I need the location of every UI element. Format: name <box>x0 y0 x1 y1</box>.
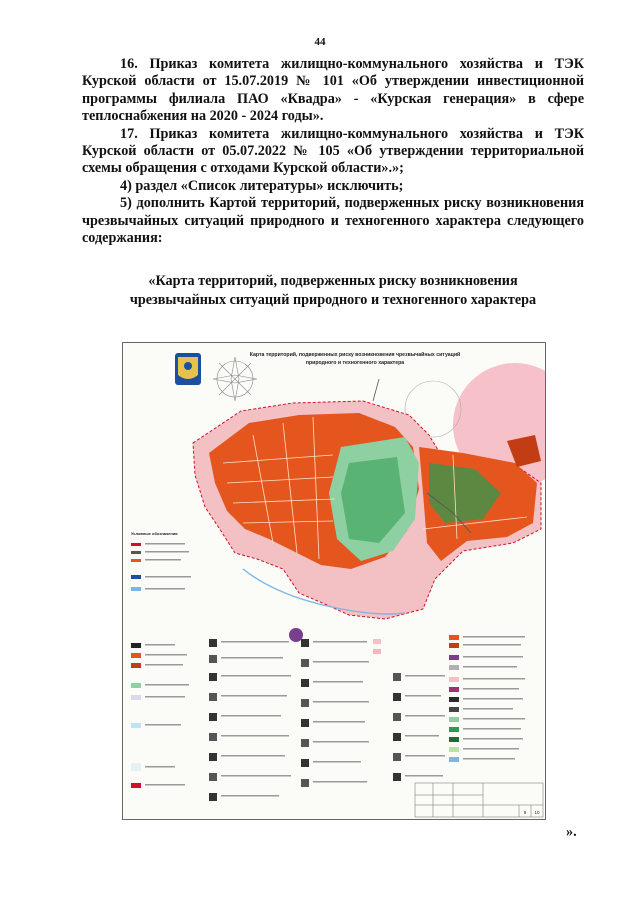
paragraph-item-4: 4) раздел «Список литературы» исключить; <box>120 177 404 194</box>
map-heading <box>82 272 584 310</box>
sheet-number-2: 10 <box>534 810 540 815</box>
document-body <box>82 56 584 247</box>
map-heading-line-2: чрезвычайных ситуаций природного и техногенного характера <box>129 292 537 308</box>
map-heading-line-1: «Карта территорий, подверженных риску возникновения <box>148 273 518 289</box>
paragraph-16: 16. Приказ комитета жилищно-коммунального хозяйства и ТЭК Курской области от 15.07.2019 № 101 «Об утверждении инвестиционной программы филиала ПАО «Квадра» - «Курская генерация» в сфере теплоснабжения на 2020 - 2024 годы». <box>82 56 584 125</box>
coat-of-arms-icon <box>175 353 201 385</box>
paragraph-item-5: 5) дополнить Картой территорий, подверженных риску возникновения чрезвычайных ситуаций природного и техногенного характера следующего содержания: <box>82 195 584 247</box>
sheet-number-1: 9 <box>523 810 527 815</box>
paragraph-17: 17. Приказ комитета жилищно-коммунального хозяйства и ТЭК Курской области от 05.07.2022 № 105 «Об утверждении территориальной схемы обращения с отходами Курской области».»; <box>82 125 584 177</box>
risk-map <box>122 342 546 820</box>
closing-quote: ». <box>566 824 577 840</box>
map-title-line-1: Карта территорий, подверженных риску возникновения чрезвычайных ситуаций <box>249 352 461 358</box>
map-title-line-2: природного и техногенного характера <box>305 360 405 366</box>
risk-map-graphic <box>123 343 545 819</box>
page-number: 44 <box>314 36 326 48</box>
treatment-facility-zone <box>289 628 303 642</box>
legend-heading: Условные обозначения <box>131 531 178 536</box>
